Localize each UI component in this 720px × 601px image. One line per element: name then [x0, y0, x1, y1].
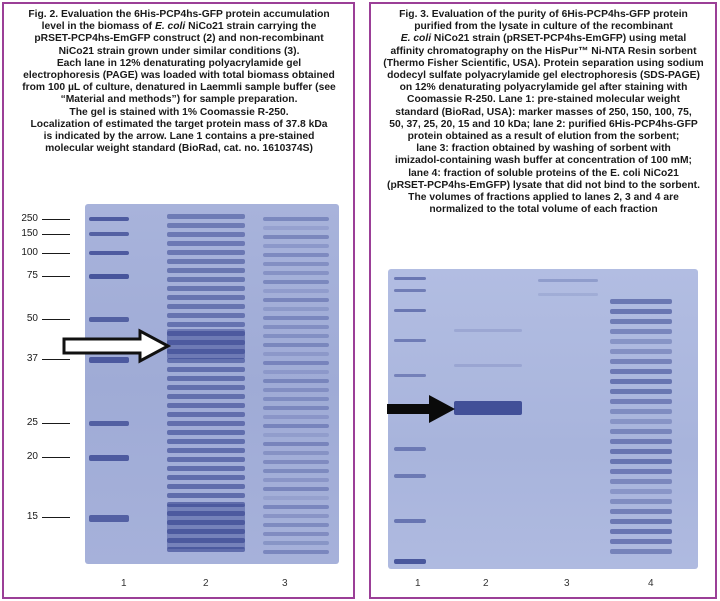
gel-band	[263, 217, 329, 221]
figure-3-panel	[369, 2, 717, 599]
gel-band	[167, 421, 245, 426]
gel-band	[263, 541, 329, 545]
gel-band	[167, 367, 245, 372]
caption-line: Fig. 2. Evaluation the 6His-PCP4hs-GFP protein accumulation	[28, 9, 330, 20]
mw-label-75: 75	[26, 270, 38, 281]
mw-tick-75	[42, 276, 70, 277]
gel-band	[263, 298, 329, 302]
gel-band	[263, 307, 329, 311]
caption-line: NiCo21 strain grown under similar conditions (3).	[58, 45, 300, 57]
gel-band	[167, 493, 245, 498]
mw-label-15: 15	[26, 511, 38, 522]
gel-band	[610, 499, 672, 504]
gel-band	[394, 277, 426, 280]
gel-band	[167, 504, 245, 549]
gel-band	[263, 289, 329, 293]
gel-lane-2	[167, 204, 245, 564]
gel-band	[167, 259, 245, 264]
lane-label-2: 2	[203, 578, 209, 589]
gel-band	[167, 457, 245, 462]
gel-band	[167, 439, 245, 444]
gel-band	[263, 478, 329, 482]
gel-band	[610, 339, 672, 344]
gel-band	[263, 244, 329, 248]
gel-band	[167, 376, 245, 381]
mw-label-250: 250	[21, 213, 38, 224]
gel-band	[167, 403, 245, 408]
gel-band	[263, 514, 329, 518]
gel-band	[263, 451, 329, 455]
figure-2-caption	[10, 9, 348, 155]
figure-3-caption	[377, 9, 710, 216]
gel-band	[394, 339, 426, 342]
gel-band	[263, 343, 329, 347]
mw-label-100: 100	[21, 247, 38, 258]
gel-band	[263, 550, 329, 554]
gel-band	[167, 484, 245, 489]
gel-lane-3	[263, 204, 329, 564]
gel-lane-4	[610, 269, 672, 569]
lane-label-1: 1	[121, 578, 127, 589]
gel-band	[167, 232, 245, 237]
gel-band	[538, 279, 598, 282]
caption-line: (Thermo Fisher Scientific, USA). Protein separation using sodium	[383, 57, 704, 69]
gel-band	[263, 316, 329, 320]
gel-band	[167, 466, 245, 471]
gel-band	[167, 295, 245, 300]
gel-band	[610, 389, 672, 394]
gel-band	[167, 250, 245, 255]
gel-band	[263, 433, 329, 437]
caption-line: Fig. 3. Evaluation of the purity of 6His-PCP4hs-GFP protein	[399, 9, 688, 20]
arrow-outline-icon	[62, 329, 172, 363]
mw-tick-15	[42, 517, 70, 518]
gel-band	[263, 532, 329, 536]
gel-band	[263, 271, 329, 275]
gel-band	[610, 449, 672, 454]
gel-band	[394, 474, 426, 478]
gel-band	[610, 549, 672, 554]
figure-2-panel	[2, 2, 355, 599]
caption-line: Coomassie R-250. Lane 1: pre-stained molecular weight	[407, 94, 680, 106]
mw-tick-250	[42, 219, 70, 220]
gel-band	[263, 325, 329, 329]
gel-band	[263, 334, 329, 338]
gel-band	[263, 253, 329, 257]
mw-label-37: 37	[26, 353, 38, 364]
caption-line: normalized to the total volume of each fraction	[429, 204, 658, 216]
gel-band	[610, 329, 672, 334]
caption-line: E. coli NiCo21 strain (pRSET-PCP4hs-EmGFP) using metal	[400, 33, 687, 45]
gel-band	[167, 329, 245, 359]
gel-band	[454, 329, 522, 332]
gel-band	[263, 388, 329, 392]
gel-band	[263, 235, 329, 239]
gel-band	[263, 361, 329, 365]
lane-label-4: 4	[648, 578, 654, 589]
gel-band	[263, 505, 329, 509]
gel-band	[89, 232, 129, 236]
mw-tick-50	[42, 319, 70, 320]
gel-band	[394, 519, 426, 523]
mw-label-25: 25	[26, 417, 38, 428]
gel-band	[610, 469, 672, 474]
gel-band	[610, 359, 672, 364]
gel-band	[610, 529, 672, 534]
mw-tick-100	[42, 253, 70, 254]
gel-band	[263, 370, 329, 374]
gel-band	[263, 379, 329, 383]
gel-band	[394, 559, 426, 564]
gel-band	[263, 262, 329, 266]
gel-band	[263, 523, 329, 527]
caption-line: is indicated by the arrow. Lane 1 contains a pre-stained	[43, 131, 315, 143]
gel-band	[89, 455, 129, 461]
gel-band	[263, 469, 329, 473]
gel-band	[263, 460, 329, 464]
gel-band	[89, 515, 129, 522]
gel-band	[263, 280, 329, 284]
caption-line: The gel is stained with 1% Coomassie R-250.	[69, 106, 289, 118]
gel-lane-2	[454, 269, 522, 569]
caption-line: “Material and methods”) for sample preparation.	[60, 94, 298, 106]
mw-tick-20	[42, 457, 70, 458]
gel-band	[263, 226, 329, 230]
gel-band	[610, 439, 672, 444]
gel-band	[394, 374, 426, 377]
gel-band	[610, 539, 672, 544]
gel-band	[167, 277, 245, 282]
caption-line: dodecyl sulfate polyacrylamide gel electrophoresis (SDS-PAGE)	[387, 70, 700, 82]
gel-band	[89, 217, 129, 221]
caption-line: Each lane in 12% denaturating polyacrylamide gel	[56, 57, 302, 69]
gel-band	[167, 430, 245, 435]
gel-band	[610, 349, 672, 354]
caption-line: 50, 37, 25, 20, 15 and 10 kDa; lane 2: purified 6His-PCP4hs-GFP	[389, 118, 698, 130]
gel-band	[89, 274, 129, 279]
gel-band	[610, 419, 672, 424]
gel-band	[610, 299, 672, 304]
gel-band	[89, 317, 129, 322]
gel-band	[610, 509, 672, 514]
caption-line: from 100 µL of culture, denatured in Laemmli sample buffer (see	[22, 82, 336, 94]
gel-band	[610, 309, 672, 314]
gel-band	[89, 251, 129, 255]
gel-band	[610, 399, 672, 404]
gel-band	[263, 397, 329, 401]
gel-band	[610, 519, 672, 524]
gel-band	[454, 401, 522, 415]
gel-band	[167, 385, 245, 390]
gel-band	[263, 352, 329, 356]
mw-tick-25	[42, 423, 70, 424]
caption-line: lane 3: fraction obtained by washing of sorbent with	[416, 143, 671, 155]
caption-line: standard (BioRad, USA): marker masses of 250, 150, 100, 75,	[395, 106, 692, 118]
lane-label-3: 3	[282, 578, 288, 589]
gel-band	[89, 421, 129, 426]
caption-line: molecular weight standard (BioRad, cat. no. 1610374S)	[45, 143, 313, 155]
arrow-solid-icon	[387, 395, 457, 423]
gel-band	[454, 364, 522, 367]
gel-lane-3	[538, 269, 598, 569]
gel-band	[167, 241, 245, 246]
gel-band	[263, 487, 329, 491]
gel-band	[263, 406, 329, 410]
gel-band	[167, 475, 245, 480]
gel-band	[610, 479, 672, 484]
gel-lane-1	[89, 204, 129, 564]
gel-band	[610, 319, 672, 324]
gel-band	[167, 304, 245, 309]
gel-band	[610, 489, 672, 494]
gel-band	[167, 286, 245, 291]
gel-band	[610, 379, 672, 384]
gel-band	[263, 415, 329, 419]
gel-band	[610, 369, 672, 374]
gel-band	[610, 459, 672, 464]
caption-line: on 12% denaturating polyacrylamide gel after staining with	[399, 82, 688, 94]
gel-band	[167, 394, 245, 399]
gel-band	[167, 313, 245, 318]
gel-image-figure-2	[85, 204, 339, 564]
caption-line: lane 4: fraction of soluble proteins of the E. coli NiCo21	[408, 167, 679, 179]
caption-line: level in the biomass of E. coli NiCo21 strain carrying the	[41, 21, 317, 33]
gel-band	[610, 429, 672, 434]
caption-line: affinity chromatography on the HisPur™ Ni-NTA Resin sorbent	[390, 45, 697, 57]
gel-band	[263, 496, 329, 500]
mw-label-150: 150	[21, 228, 38, 239]
caption-line: The volumes of fractions applied to lanes 2, 3 and 4 are	[408, 192, 679, 204]
gel-band	[610, 409, 672, 414]
mw-label-50: 50	[26, 313, 38, 324]
caption-line: imizadol-containing wash buffer at concentration of 100 mM;	[395, 155, 692, 167]
caption-line: pRSET-PCP4hs-EmGFP construct (2) and non-recombinant	[34, 33, 324, 45]
lane-label-3: 3	[564, 578, 570, 589]
caption-line: purified from the lysate in culture of the recombinant	[414, 21, 673, 33]
gel-band	[263, 442, 329, 446]
gel-band	[263, 424, 329, 428]
gel-band	[394, 289, 426, 292]
lane-label-1: 1	[415, 578, 421, 589]
lane-label-2: 2	[483, 578, 489, 589]
gel-band	[167, 322, 245, 327]
gel-band	[538, 293, 598, 296]
gel-band	[167, 268, 245, 273]
gel-band	[394, 447, 426, 451]
mw-tick-150	[42, 234, 70, 235]
gel-band	[167, 214, 245, 219]
caption-line: (pRSET-PCP4hs-EmGFP) lysate that did not bind to the sorbent.	[387, 179, 700, 191]
gel-band	[167, 448, 245, 453]
gel-band	[167, 223, 245, 228]
caption-line: electrophoresis (PAGE) was loaded with total biomass obtained	[23, 70, 335, 82]
caption-line: Localization of estimated the target protein mass of 37.8 kDa	[30, 118, 328, 130]
gel-band	[394, 309, 426, 312]
gel-band	[167, 412, 245, 417]
mw-label-20: 20	[26, 451, 38, 462]
caption-line: protein obtained as a result of elution from the sorbent;	[407, 131, 680, 143]
